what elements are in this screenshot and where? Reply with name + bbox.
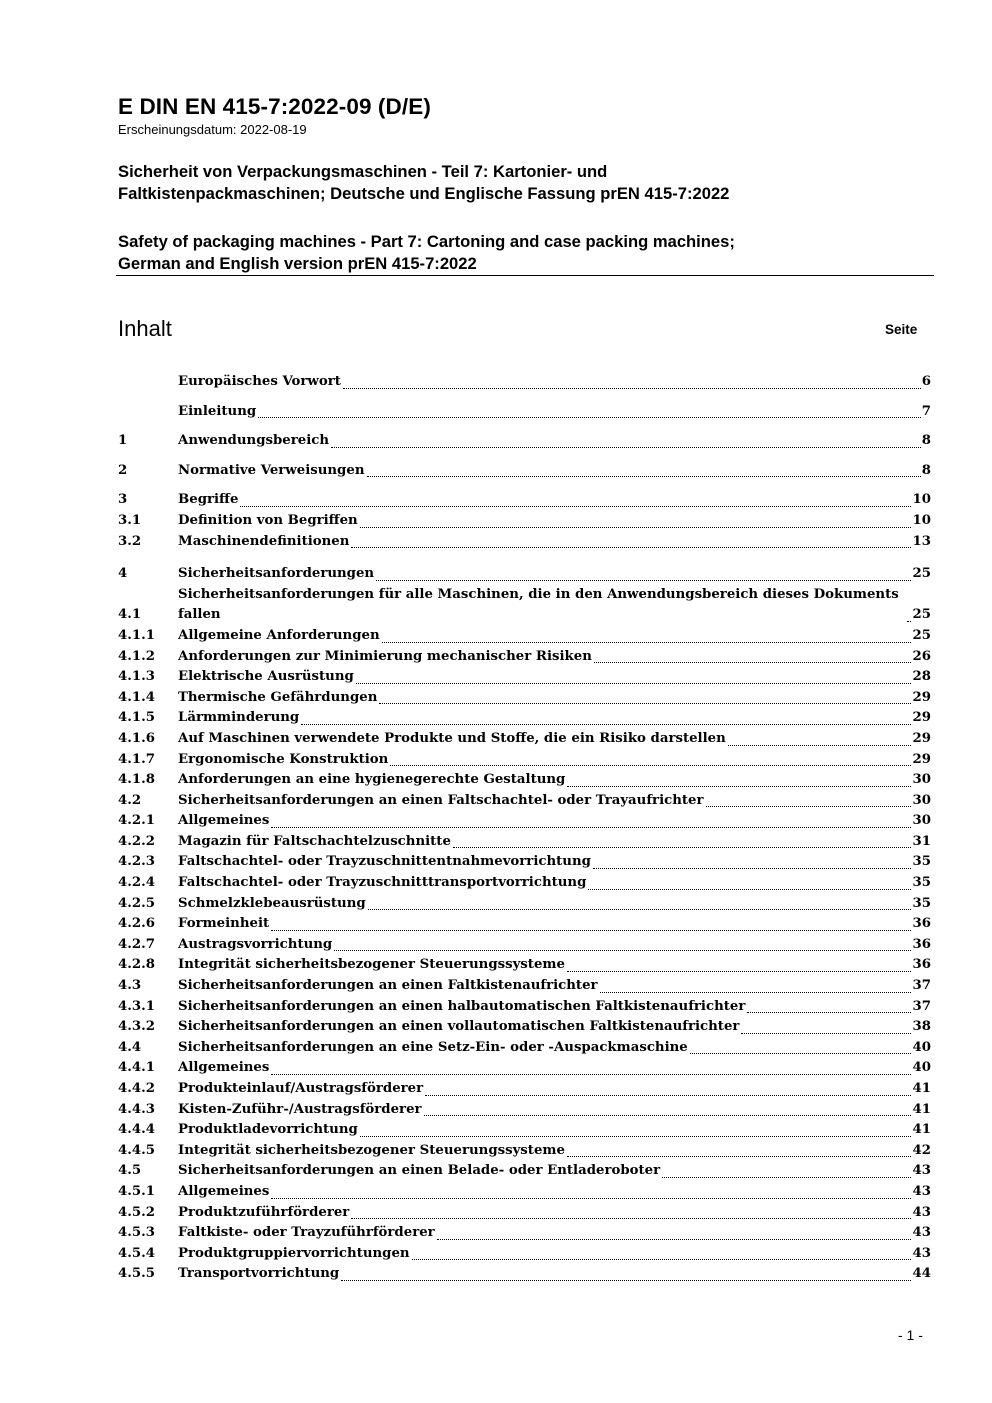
toc-dot-leader <box>382 641 912 643</box>
toc-dot-leader <box>271 1197 911 1199</box>
toc-dot-leader <box>379 702 911 704</box>
toc-entry-body <box>178 402 931 423</box>
toc-entry-title: Faltschachtel- oder Trayzuschnitttransportvorrichtung <box>178 875 587 891</box>
toc-entry-title: Sicherheitsanforderungen an einen Faltkistenaufrichter <box>178 978 598 994</box>
toc-entry-title: Sicherheitsanforderungen an einen Belade- oder Entladeroboter <box>178 1163 661 1179</box>
toc-entry-number: 4.5.4 <box>118 1245 156 1261</box>
page-column-label: Seite <box>885 322 918 337</box>
toc-entry-number: 3 <box>118 492 128 508</box>
toc-dot-leader <box>593 867 912 869</box>
toc-dot-leader <box>390 764 911 766</box>
toc-entry-page: 6 <box>921 374 931 389</box>
toc-entry-number: 4.2 <box>118 792 142 808</box>
toc-entry-body <box>178 1100 931 1121</box>
toc-entry-body <box>178 372 931 393</box>
toc-entry-number: 4.3.1 <box>118 998 156 1014</box>
toc-entry[interactable] <box>118 1058 931 1079</box>
toc-dot-leader <box>706 805 912 807</box>
toc-entry-page: 8 <box>921 433 931 449</box>
toc-entry-number: 4.5.3 <box>118 1225 156 1241</box>
toc-dot-leader <box>258 416 921 418</box>
toc-entry-page: 36 <box>912 916 931 932</box>
toc-entry[interactable] <box>118 770 931 791</box>
toc-entry-page: 28 <box>912 669 931 685</box>
toc-entry-title: Magazin für Faltschachtelzuschnitte <box>178 833 451 849</box>
toc-dot-leader <box>747 1011 911 1013</box>
toc-entry-body <box>178 1038 931 1059</box>
toc-entry-page: 38 <box>912 1019 931 1035</box>
toc-dot-leader <box>331 446 921 448</box>
toc-entry-title: Allgemeines <box>178 813 270 829</box>
toc-entry-body <box>178 770 931 791</box>
toc-entry-body <box>178 1141 931 1162</box>
toc-entry-title: Ergonomische Konstruktion <box>178 751 389 767</box>
toc-entry-title: Kisten-Zuführ-/Austragsförderer <box>178 1101 422 1117</box>
toc-entry-number: 4.5.1 <box>118 1183 156 1199</box>
toc-dot-leader <box>425 1094 911 1096</box>
toc-entry-title: Produktladevorrichtung <box>178 1122 358 1138</box>
toc-entry-number: 2 <box>118 462 128 478</box>
toc-entry-body <box>178 1244 931 1265</box>
toc-entry-page: 35 <box>912 854 931 870</box>
toc-entry-title: Anwendungsbereich <box>178 433 330 449</box>
toc-entry[interactable] <box>118 461 931 482</box>
toc-dot-leader <box>343 387 921 389</box>
toc-entry-number: 4.3 <box>118 978 142 994</box>
toc-entry-number: 4.4 <box>118 1039 142 1055</box>
toc-entry[interactable] <box>118 976 931 997</box>
toc-entry-body <box>178 832 931 853</box>
toc-entry-title: Auf Maschinen verwendete Produkte und Stoffe, die ein Risiko darstellen <box>178 730 726 746</box>
toc-entry[interactable] <box>118 1244 931 1265</box>
toc-entry-page: 44 <box>912 1266 931 1282</box>
toc-dot-leader <box>567 970 912 972</box>
toc-entry[interactable] <box>118 955 931 976</box>
toc-dot-leader <box>351 546 911 548</box>
toc-entry-body <box>178 1058 931 1079</box>
toc-entry-page: 30 <box>912 772 931 788</box>
toc-entry-body <box>178 935 931 956</box>
footer-page-number: - 1 - <box>898 1327 923 1343</box>
toc-entry-page: 36 <box>912 957 931 973</box>
toc-entry-title: Allgemeines <box>178 1183 270 1199</box>
toc-dot-leader <box>360 526 912 528</box>
toc-entry-body <box>178 1079 931 1100</box>
toc-entry[interactable] <box>118 564 931 585</box>
toc-entry-body <box>178 511 931 532</box>
toc-entry-page: 42 <box>912 1142 931 1158</box>
title-german-line-2: Faltkistenpackmaschinen; Deutsche und Englische Fassung prEN 415-7:2022 <box>118 184 730 203</box>
toc-dot-leader <box>367 475 921 477</box>
toc-entry[interactable] <box>118 667 931 688</box>
toc-entry-title: Sicherheitsanforderungen an einen halbautomatischen Faltkistenaufrichter <box>178 998 746 1014</box>
toc-dot-leader <box>341 1279 911 1281</box>
toc-dot-leader <box>588 888 911 890</box>
toc-entry-number: 4.1.7 <box>118 751 156 767</box>
toc-entry[interactable] <box>118 1079 931 1100</box>
toc-entry-page: 13 <box>912 533 931 549</box>
toc-entry-number: 4.1.2 <box>118 648 156 664</box>
toc-entry-page: 31 <box>912 833 931 849</box>
toc-entry-number: 4.2.8 <box>118 957 156 973</box>
toc-entry[interactable] <box>118 1264 931 1285</box>
toc-entry[interactable] <box>118 490 931 511</box>
toc-entry[interactable] <box>118 532 931 553</box>
toc-entry-title: Sicherheitsanforderungen an einen Faltschachtel- oder Trayaufrichter <box>178 792 704 808</box>
toc-entry-title: Thermische Gefährdungen <box>178 689 378 705</box>
toc-entry-number: 4.4.1 <box>118 1060 156 1076</box>
toc-entry-number: 4.2.2 <box>118 833 156 849</box>
toc-entry-body <box>178 585 931 626</box>
toc-dot-leader <box>301 723 911 725</box>
toc-entry-number: 4.3.2 <box>118 1019 156 1035</box>
toc-entry-title: Integrität sicherheitsbezogener Steuerungssysteme <box>178 957 565 973</box>
toc-entry-body <box>178 688 931 709</box>
toc-entry-title: Formeinheit <box>178 916 270 932</box>
toc-entry-page: 29 <box>912 710 931 726</box>
toc-entry-page: 43 <box>912 1245 931 1261</box>
toc-entry[interactable] <box>118 832 931 853</box>
toc-entry-page: 43 <box>912 1183 931 1199</box>
toc-entry-body <box>178 1120 931 1141</box>
toc-entry-page: 25 <box>912 566 931 582</box>
toc-entry-page: 41 <box>912 1101 931 1117</box>
toc-entry-page: 10 <box>912 512 931 528</box>
toc-entry-title: Produktzuführförderer <box>178 1204 350 1220</box>
toc-entry[interactable] <box>118 1203 931 1224</box>
toc-entry-page: 43 <box>912 1225 931 1241</box>
toc-entry-body <box>178 647 931 668</box>
toc-entry-body <box>178 894 931 915</box>
toc-entry-number: 4.1.6 <box>118 730 156 746</box>
toc-dot-leader <box>690 1052 912 1054</box>
toc-entry[interactable] <box>118 1038 931 1059</box>
toc-entry-number: 4.2.1 <box>118 813 156 829</box>
toc-entry-title: Allgemeine Anforderungen <box>178 627 380 643</box>
toc-entry[interactable] <box>118 997 931 1018</box>
toc-entry-title: Schmelzklebeausrüstung <box>178 895 366 911</box>
toc-entry-page: 29 <box>912 689 931 705</box>
toc-entry-body <box>178 431 931 452</box>
toc-dot-leader <box>271 1073 911 1075</box>
toc-entry-number: 4.2.4 <box>118 875 156 891</box>
toc-entry-title: Allgemeines <box>178 1060 270 1076</box>
toc-entry-title: Begriffe <box>178 492 239 508</box>
toc-entry-number: 3.2 <box>118 533 142 549</box>
toc-entry-title: Anforderungen an eine hygienegerechte Gestaltung <box>178 772 566 788</box>
toc-dot-leader <box>567 1155 912 1157</box>
toc-entry-title: Maschinendefinitionen <box>178 533 350 549</box>
toc-entry[interactable] <box>118 811 931 832</box>
toc-dot-leader <box>600 991 912 993</box>
toc-entry[interactable] <box>118 1100 931 1121</box>
toc-entry-title: Faltschachtel- oder Trayzuschnittentnahmevorrichtung <box>178 854 591 870</box>
toc-entry-title: Sicherheitsanforderungen für alle Maschinen, die in den Anwendungsbereich dieses Dokuments fallen <box>178 586 899 623</box>
toc-entry-title: Austragsvorrichtung <box>178 936 333 952</box>
publication-date: Erscheinungsdatum: 2022-08-19 <box>118 122 307 137</box>
toc-entry-title: Europäisches Vorwort <box>178 374 341 389</box>
toc-entry-page: 43 <box>912 1163 931 1179</box>
toc-entry-body <box>178 811 931 832</box>
toc-entry-title: Faltkiste- oder Trayzuführförderer <box>178 1225 435 1241</box>
toc-entry-page: 10 <box>912 492 931 508</box>
toc-entry[interactable] <box>118 1161 931 1182</box>
toc-dot-leader <box>412 1258 912 1260</box>
title-english <box>118 231 938 275</box>
toc-dot-leader <box>360 1135 912 1137</box>
toc-entry[interactable] <box>118 626 931 647</box>
toc-entry-number: 4.1.1 <box>118 627 156 643</box>
toc-entry[interactable] <box>118 873 931 894</box>
toc-entry-body <box>178 1203 931 1224</box>
toc-entry-title: Anforderungen zur Minimierung mechanischer Risiken <box>178 648 592 664</box>
toc-entry[interactable] <box>118 1182 931 1203</box>
toc-entry[interactable] <box>118 791 931 812</box>
toc-entry-body <box>178 791 931 812</box>
toc-entry-body <box>178 564 931 585</box>
toc-dot-leader <box>594 661 912 663</box>
toc-dot-leader <box>271 826 911 828</box>
toc-entry-number: 4 <box>118 566 128 582</box>
toc-entry-number: 4.4.5 <box>118 1142 156 1158</box>
toc-dot-leader <box>437 1238 912 1240</box>
toc-entry-title: Definition von Begriffen <box>178 512 358 528</box>
toc-dot-leader <box>741 1032 911 1034</box>
toc-entry-body <box>178 976 931 997</box>
toc-entry[interactable] <box>118 935 931 956</box>
toc-entry-number: 4.5.2 <box>118 1204 156 1220</box>
toc-dot-leader <box>424 1114 912 1116</box>
toc-entry-page: 37 <box>912 998 931 1014</box>
toc-entry-title: Sicherheitsanforderungen <box>178 566 375 582</box>
toc-heading: Inhalt <box>118 316 172 341</box>
toc-dot-leader <box>376 579 911 581</box>
toc-dot-leader <box>271 929 911 931</box>
toc-entry[interactable] <box>118 1017 931 1038</box>
title-english-line-2: German and English version prEN 415-7:2022 <box>118 254 477 273</box>
toc-entry[interactable] <box>118 511 931 532</box>
toc-entry[interactable] <box>118 852 931 873</box>
toc-entry-body <box>178 873 931 894</box>
title-german <box>118 161 938 205</box>
toc-entry-body <box>178 955 931 976</box>
toc-entry-body <box>178 1264 931 1285</box>
toc-entry-body <box>178 708 931 729</box>
toc-entry[interactable] <box>118 1223 931 1244</box>
toc-dot-leader <box>351 1217 911 1219</box>
toc-entry-title: Einleitung <box>178 403 257 419</box>
toc-entry-body <box>178 1017 931 1038</box>
toc-entry[interactable] <box>118 1120 931 1141</box>
toc-entry-number: 4.4.3 <box>118 1101 156 1117</box>
toc-entry-title: Sicherheitsanforderungen an einen vollautomatischen Faltkistenaufrichter <box>178 1019 740 1035</box>
toc-entry-page: 40 <box>912 1060 931 1076</box>
toc-entry-number: 4.1.3 <box>118 669 156 685</box>
toc-entry-page: 29 <box>912 751 931 767</box>
toc-entry-body <box>178 852 931 873</box>
toc-entry-page: 41 <box>912 1122 931 1138</box>
toc-entry-page: 36 <box>912 936 931 952</box>
toc-entry-number: 4.1.8 <box>118 772 156 788</box>
toc-entry-number: 1 <box>118 433 128 449</box>
toc-entry[interactable] <box>118 688 931 709</box>
toc-entry-page: 35 <box>912 895 931 911</box>
toc-dot-leader <box>240 505 911 507</box>
toc-dot-leader <box>453 846 912 848</box>
toc-entry[interactable] <box>118 729 931 750</box>
toc-entry-page: 43 <box>912 1204 931 1220</box>
toc-entry-body <box>178 626 931 647</box>
toc-entry-number: 4.5.5 <box>118 1266 156 1282</box>
toc-entry[interactable] <box>118 894 931 915</box>
toc-entry-number: 4.2.5 <box>118 895 156 911</box>
toc-entry-page: 30 <box>912 813 931 829</box>
toc-entry-title: Elektrische Ausrüstung <box>178 669 354 685</box>
header-divider <box>116 275 934 276</box>
toc-entry-title: Produktgruppiervorrichtungen <box>178 1245 410 1261</box>
toc-entry-title: Integrität sicherheitsbezogener Steuerungssysteme <box>178 1142 565 1158</box>
title-german-line-1: Sicherheit von Verpackungsmaschinen - Teil 7: Kartonier- und <box>118 162 608 181</box>
toc-entry[interactable] <box>118 708 931 729</box>
toc-dot-leader <box>662 1176 911 1178</box>
toc-entry-page: 30 <box>912 792 931 808</box>
toc-entry-body <box>178 1161 931 1182</box>
toc-entry-number: 4.1 <box>118 607 142 623</box>
toc-entry-number: 4.1.5 <box>118 710 156 726</box>
toc-entry[interactable] <box>118 402 931 423</box>
toc-entry-number: 4.1.4 <box>118 689 156 705</box>
toc-entry-number: 4.2.6 <box>118 916 156 932</box>
toc-entry-body <box>178 667 931 688</box>
table-of-contents <box>118 372 931 1285</box>
document-id: E DIN EN 415-7:2022-09 (D/E) <box>118 94 431 119</box>
toc-entry-body <box>178 1182 931 1203</box>
toc-entry[interactable] <box>118 914 931 935</box>
toc-entry-title: Lärmminderung <box>178 710 300 726</box>
toc-entry-page: 41 <box>912 1081 931 1096</box>
toc-entry-body <box>178 997 931 1018</box>
toc-entry-page: 26 <box>912 648 931 664</box>
toc-entry[interactable] <box>118 585 931 626</box>
toc-entry-page: 29 <box>912 730 931 746</box>
toc-entry-number: 4.2.7 <box>118 936 156 952</box>
toc-entry-page: 35 <box>912 875 931 891</box>
toc-entry[interactable] <box>118 647 931 668</box>
toc-entry-number: 4.2.3 <box>118 854 156 870</box>
toc-entry-body <box>178 461 931 482</box>
toc-entry-title: Normative Verweisungen <box>178 462 365 478</box>
toc-entry-body <box>178 532 931 553</box>
toc-entry-page: 25 <box>912 607 931 623</box>
toc-entry-number: 4.4.4 <box>118 1122 156 1138</box>
toc-entry[interactable] <box>118 1141 931 1162</box>
toc-entry[interactable] <box>118 431 931 452</box>
toc-dot-leader <box>907 620 911 622</box>
toc-entry-title: Produkteinlauf/Austragsförderer <box>178 1081 424 1096</box>
toc-entry-body <box>178 729 931 750</box>
toc-entry-body <box>178 490 931 511</box>
toc-entry-title: Transportvorrichtung <box>178 1266 340 1282</box>
toc-dot-leader <box>334 949 911 951</box>
toc-entry-number: 3.1 <box>118 512 142 528</box>
title-english-line-1: Safety of packaging machines - Part 7: Cartoning and case packing machines; <box>118 232 735 251</box>
toc-entry-title: Sicherheitsanforderungen an eine Setz-Ein- oder -Auspackmaschine <box>178 1039 688 1055</box>
toc-entry[interactable] <box>118 750 931 771</box>
toc-entry-body <box>178 1223 931 1244</box>
toc-entry[interactable] <box>118 372 931 393</box>
toc-dot-leader <box>728 744 912 746</box>
toc-entry-body <box>178 914 931 935</box>
toc-entry-page: 8 <box>921 462 931 478</box>
toc-entry-page: 40 <box>912 1039 931 1055</box>
toc-entry-page: 7 <box>921 403 931 419</box>
toc-entry-number: 4.4.2 <box>118 1081 156 1096</box>
toc-entry-number: 4.5 <box>118 1163 142 1179</box>
toc-entry-page: 25 <box>912 627 931 643</box>
toc-dot-leader <box>356 682 912 684</box>
toc-dot-leader <box>567 785 911 787</box>
toc-entry-body <box>178 750 931 771</box>
toc-dot-leader <box>368 908 912 910</box>
toc-entry-page: 37 <box>912 978 931 994</box>
